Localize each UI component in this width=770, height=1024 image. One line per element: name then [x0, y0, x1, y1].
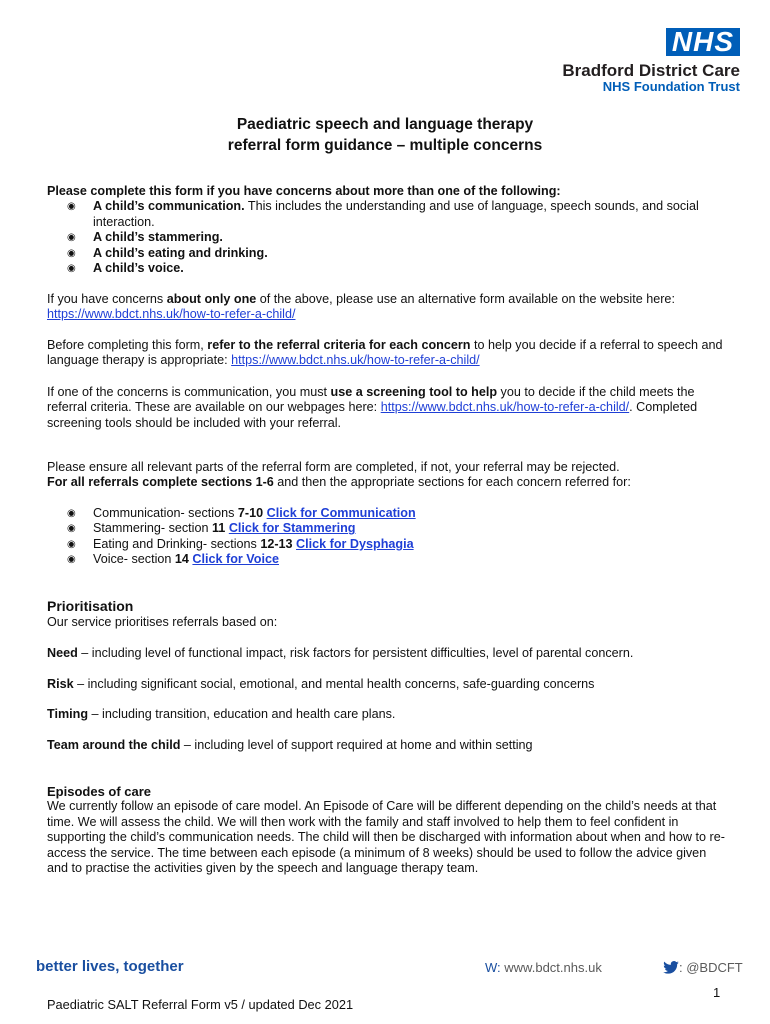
text: Before completing this form, [47, 338, 208, 352]
list-item [47, 552, 727, 567]
twitter-info [663, 960, 743, 975]
website-link[interactable]: www.bdct.nhs.uk [504, 960, 602, 975]
text: If you have concerns [47, 292, 167, 306]
org-subtitle: NHS Foundation Trust [602, 79, 740, 94]
text: of the above, please use an alternative form available on the website here: [256, 292, 675, 306]
bold-text: Risk [47, 677, 74, 691]
list-item [47, 506, 727, 521]
list-item [47, 246, 727, 261]
section-number: 7-10 [237, 506, 264, 520]
paragraph-sections [47, 460, 727, 491]
list-item [47, 261, 727, 276]
web-label: W: [485, 960, 501, 975]
intro-section [47, 184, 727, 276]
section-label: Communication- sections [93, 506, 238, 520]
text: If one of the concerns is communication, you must [47, 385, 331, 399]
bold-text: refer to the referral criteria for each concern [207, 338, 471, 352]
communication-link[interactable]: Click for Communication [266, 506, 416, 520]
text: – including level of support required at home and within setting [180, 738, 533, 752]
paragraph-criteria [47, 338, 727, 369]
bullet-icon: ◉ [67, 247, 76, 259]
nhs-logo: NHS [666, 28, 740, 56]
item-bold: A child’s stammering. [93, 230, 223, 245]
org-name: Bradford District Care [562, 61, 740, 80]
bullet-icon: ◉ [67, 523, 76, 535]
prioritisation-section [47, 598, 727, 630]
priority-timing [47, 707, 727, 722]
title-line-2: referral form guidance – multiple concerns [227, 137, 543, 154]
tagline: better lives, together [36, 958, 184, 975]
list-item [47, 521, 727, 536]
list-item [47, 230, 727, 245]
list-item [47, 199, 727, 230]
criteria-link[interactable]: https://www.bdct.nhs.uk/how-to-refer-a-child/ [231, 353, 480, 368]
nhs-logo-block [562, 28, 740, 94]
sections-list [47, 506, 727, 568]
section-label: Eating and Drinking- sections [93, 536, 261, 551]
prioritisation-heading: Prioritisation [47, 598, 134, 614]
refer-link[interactable]: https://www.bdct.nhs.uk/how-to-refer-a-child/ [47, 307, 296, 322]
list-item [47, 537, 727, 552]
dysphagia-link[interactable]: Click for Dysphagia [296, 536, 414, 551]
bold-text: Timing [47, 707, 89, 721]
item-text: This includes the understanding and use of language, speech sounds, and social interaction. [93, 199, 699, 229]
priority-need [47, 646, 727, 661]
stammering-link[interactable]: Click for Stammering [228, 521, 356, 536]
bullet-icon: ◉ [67, 201, 76, 213]
item-bold: A child’s communication. [93, 199, 245, 214]
bold-text: Need [47, 646, 78, 660]
text: . Completed screening tools should be included with your referral. [47, 400, 698, 430]
bold-text: Team around the child [47, 738, 181, 752]
text: you to decide if the child meets the referral criteria. These are available on our webpages here: [47, 385, 695, 415]
text: – including level of functional impact, risk factors for persistent difficulties, level of parental concern. [77, 646, 634, 660]
bullet-icon: ◉ [67, 554, 76, 566]
bold-text: about only one [166, 292, 257, 306]
paragraph-screening [47, 385, 727, 431]
item-bold: A child’s eating and drinking. [93, 245, 268, 260]
item-bold: A child’s voice. [93, 261, 184, 276]
bold-text: use a screening tool to help [330, 385, 498, 399]
website-info [485, 960, 602, 975]
bold-text: For all referrals complete sections 1-6 [47, 475, 274, 490]
twitter-icon [663, 960, 679, 975]
text: and then the appropriate sections for each concern referred for: [273, 475, 631, 490]
prioritisation-intro: Our service prioritises referrals based on: [47, 615, 278, 629]
section-label: Voice- section [93, 552, 175, 567]
voice-link[interactable]: Click for Voice [192, 552, 279, 567]
title-line-1: Paediatric speech and language therapy [236, 116, 534, 133]
section-number: 14 [174, 552, 189, 567]
priority-risk [47, 677, 727, 692]
text: – including transition, education and health care plans. [88, 707, 396, 721]
bullet-icon: ◉ [67, 263, 76, 275]
section-number: 11 [211, 521, 226, 536]
page-number: 1 [713, 985, 721, 1000]
concern-list [47, 199, 727, 276]
priority-team [47, 738, 727, 753]
episodes-section [47, 784, 727, 876]
section-number: 12-13 [260, 536, 293, 551]
section-label: Stammering- section [93, 521, 212, 536]
bullet-icon: ◉ [67, 508, 76, 519]
intro-lead: Please complete this form if you have concerns about more than one of the following: [47, 184, 561, 198]
screening-link[interactable]: https://www.bdct.nhs.uk/how-to-refer-a-child/ [380, 400, 630, 415]
episodes-heading: Episodes of care [47, 784, 152, 799]
page-footer: Paediatric SALT Referral Form v5 / updated Dec 2021 [47, 997, 354, 1012]
text: – including significant social, emotional, and mental health concerns, safe-guarding concerns [73, 677, 595, 691]
page-title [0, 114, 770, 156]
episodes-body: We currently follow an episode of care model. An Episode of Care will be different depending on the child’s needs at that time. We will assess the child. We will then work with the family and staff involved to help them to feel confident in supporting the child’s communication needs. The child will then be discharged with information about when and how to re-access the service. The time between each episode (a minimum of 8 weeks) should be used to follow the advice given and to practise the activities given by the speech and language therapy team. [47, 799, 725, 876]
text: to help you decide if a referral to speech and language therapy is appropriate: [47, 338, 723, 368]
paragraph-single-concern [47, 292, 727, 323]
bullet-icon: ◉ [67, 538, 76, 550]
bullet-icon: ◉ [67, 232, 76, 244]
twitter-handle[interactable]: : @BDCFT [679, 960, 743, 975]
text: Please ensure all relevant parts of the referral form are completed, if not, your referral may be rejected. [47, 460, 620, 474]
